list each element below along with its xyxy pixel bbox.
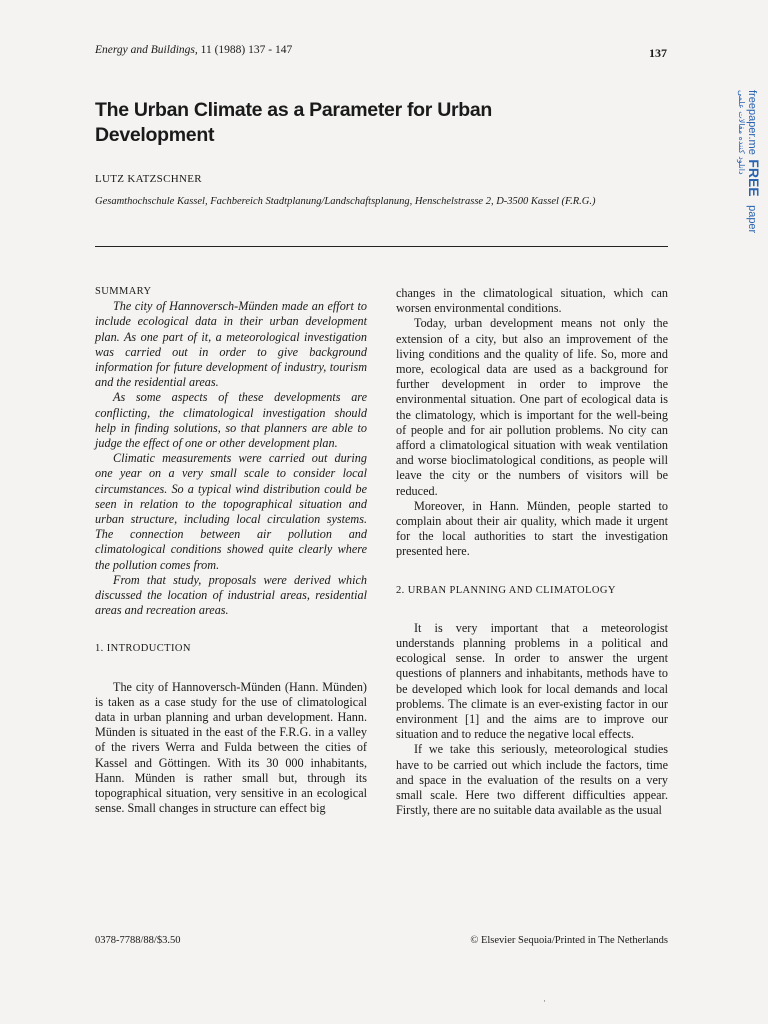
introduction-heading: 1. INTRODUCTION (95, 643, 191, 655)
summary-paragraph: From that study, proposals were derived which discussed the location of industrial areas, residential areas and recreation areas. (95, 572, 367, 618)
issn-code: 0378-7788/88/$3.50 (95, 935, 181, 946)
publisher-line: © Elsevier Sequoia/Printed in The Netherlands (470, 935, 668, 946)
continuation-paragraph: changes in the climatological situation, which can worsen environmental conditions. (396, 286, 668, 316)
journal-citation (95, 44, 292, 56)
summary-paragraph: The city of Hannoversch-Münden made an effort to include ecological data in their urban development plan. As one part of it, a meteorological investigation was carried out in order to give background information for future development of industry, tourism and the residential areas. (95, 299, 367, 390)
watermark-site: freepaper.me (746, 90, 758, 155)
journal-volume: 11 (200, 44, 212, 56)
freepaper-watermark[interactable] (732, 90, 766, 250)
journal-name: Energy and Buildings, (95, 44, 198, 56)
watermark-tagline: دانلود کننده مقالات علمی (737, 90, 746, 175)
section2-heading: 2. URBAN PLANNING AND CLIMATOLOGY (396, 584, 616, 596)
watermark-logo (744, 90, 762, 233)
section2-paragraph: It is very important that a meteorologist understands planning problems in a political and ecological sense. In order to answer the urgent questions of planners and inhabitants, methods have to be developed which look for local demands and local problems. The climate is an ever-existing factor in our environment [1] and the aims are to improve our situation and to reduce the negative local effects. (396, 620, 668, 742)
introduction-paragraph: The city of Hannoversch-Münden (Hann. Münden) is taken as a case study for the use of climatological data in urban planning and urban development. Hann. Münden is situated in the east of the F.R.G. in a valley of the rivers Werra and Fulda between the cities of Kassel and Göttingen. With its 30 000 inhabitants, Hann. Münden is rather small but, through its topographical situation, very sensitive in an ecological sense. Small changes in structure can effect big (95, 679, 367, 816)
body-paragraph: Moreover, in Hann. Münden, people started to complain about their air quality, which made it urgent for the local authorities to start the investigation presented here. (396, 498, 668, 559)
right-column (396, 286, 668, 819)
title-divider (95, 246, 668, 247)
article-title: The Urban Climate as a Parameter for Urban Development (95, 99, 493, 146)
section2-paragraph: If we take this seriously, meteorological studies have to be carried out which include the factors, time and space in the evaluation of the results on a very small scale. Here two different difficulties appear. Firstly, there are no suitable data available as the usual (396, 742, 668, 818)
author-affiliation: Gesamthochschule Kassel, Fachbereich Stadtplanung/Landschaftsplanung, Henschelstrasse 2, D-3500 Kassel (F.R.G.) (95, 196, 596, 207)
summary-paragraph: Climatic measurements were carried out during one year on a very small scale to consider local circumstances. So a typical wind distribution could be seen in relation to the topographical situation and urban structure, including local circulation systems. The connection between air pollution and climatological conditions showed quite clearly where the pollution comes from. (95, 451, 367, 572)
left-column (95, 284, 367, 817)
article-author: LUTZ KATZSCHNER (95, 173, 202, 185)
body-paragraph: Today, urban development means not only the extension of a city, but also an improvement of the living conditions and the quality of life. So, more and more, ecological data are used as a background for further development in order to improve the environmental situation. One part of ecological data is the climatology, which is important for the well-being of people and for air pollution problems. No city can afford a climatological situation with weak ventilation and worse bioclimatological conditions, as people will leave the city or the numbers of visitors will be reduced. (396, 316, 668, 498)
summary-heading: SUMMARY (95, 286, 152, 297)
watermark-brand: FREE (746, 159, 762, 197)
watermark-brand-2: paper (746, 205, 758, 234)
page-number: 137 (649, 46, 667, 60)
summary-paragraph: As some aspects of these developments are conflicting, the climatological investigation should help in finding solutions, so that planners are able to judge the effect of one or other development plan. (95, 390, 367, 451)
journal-year-pages: (1988) 137 - 147 (214, 44, 293, 56)
scan-speck: · (543, 996, 546, 1006)
